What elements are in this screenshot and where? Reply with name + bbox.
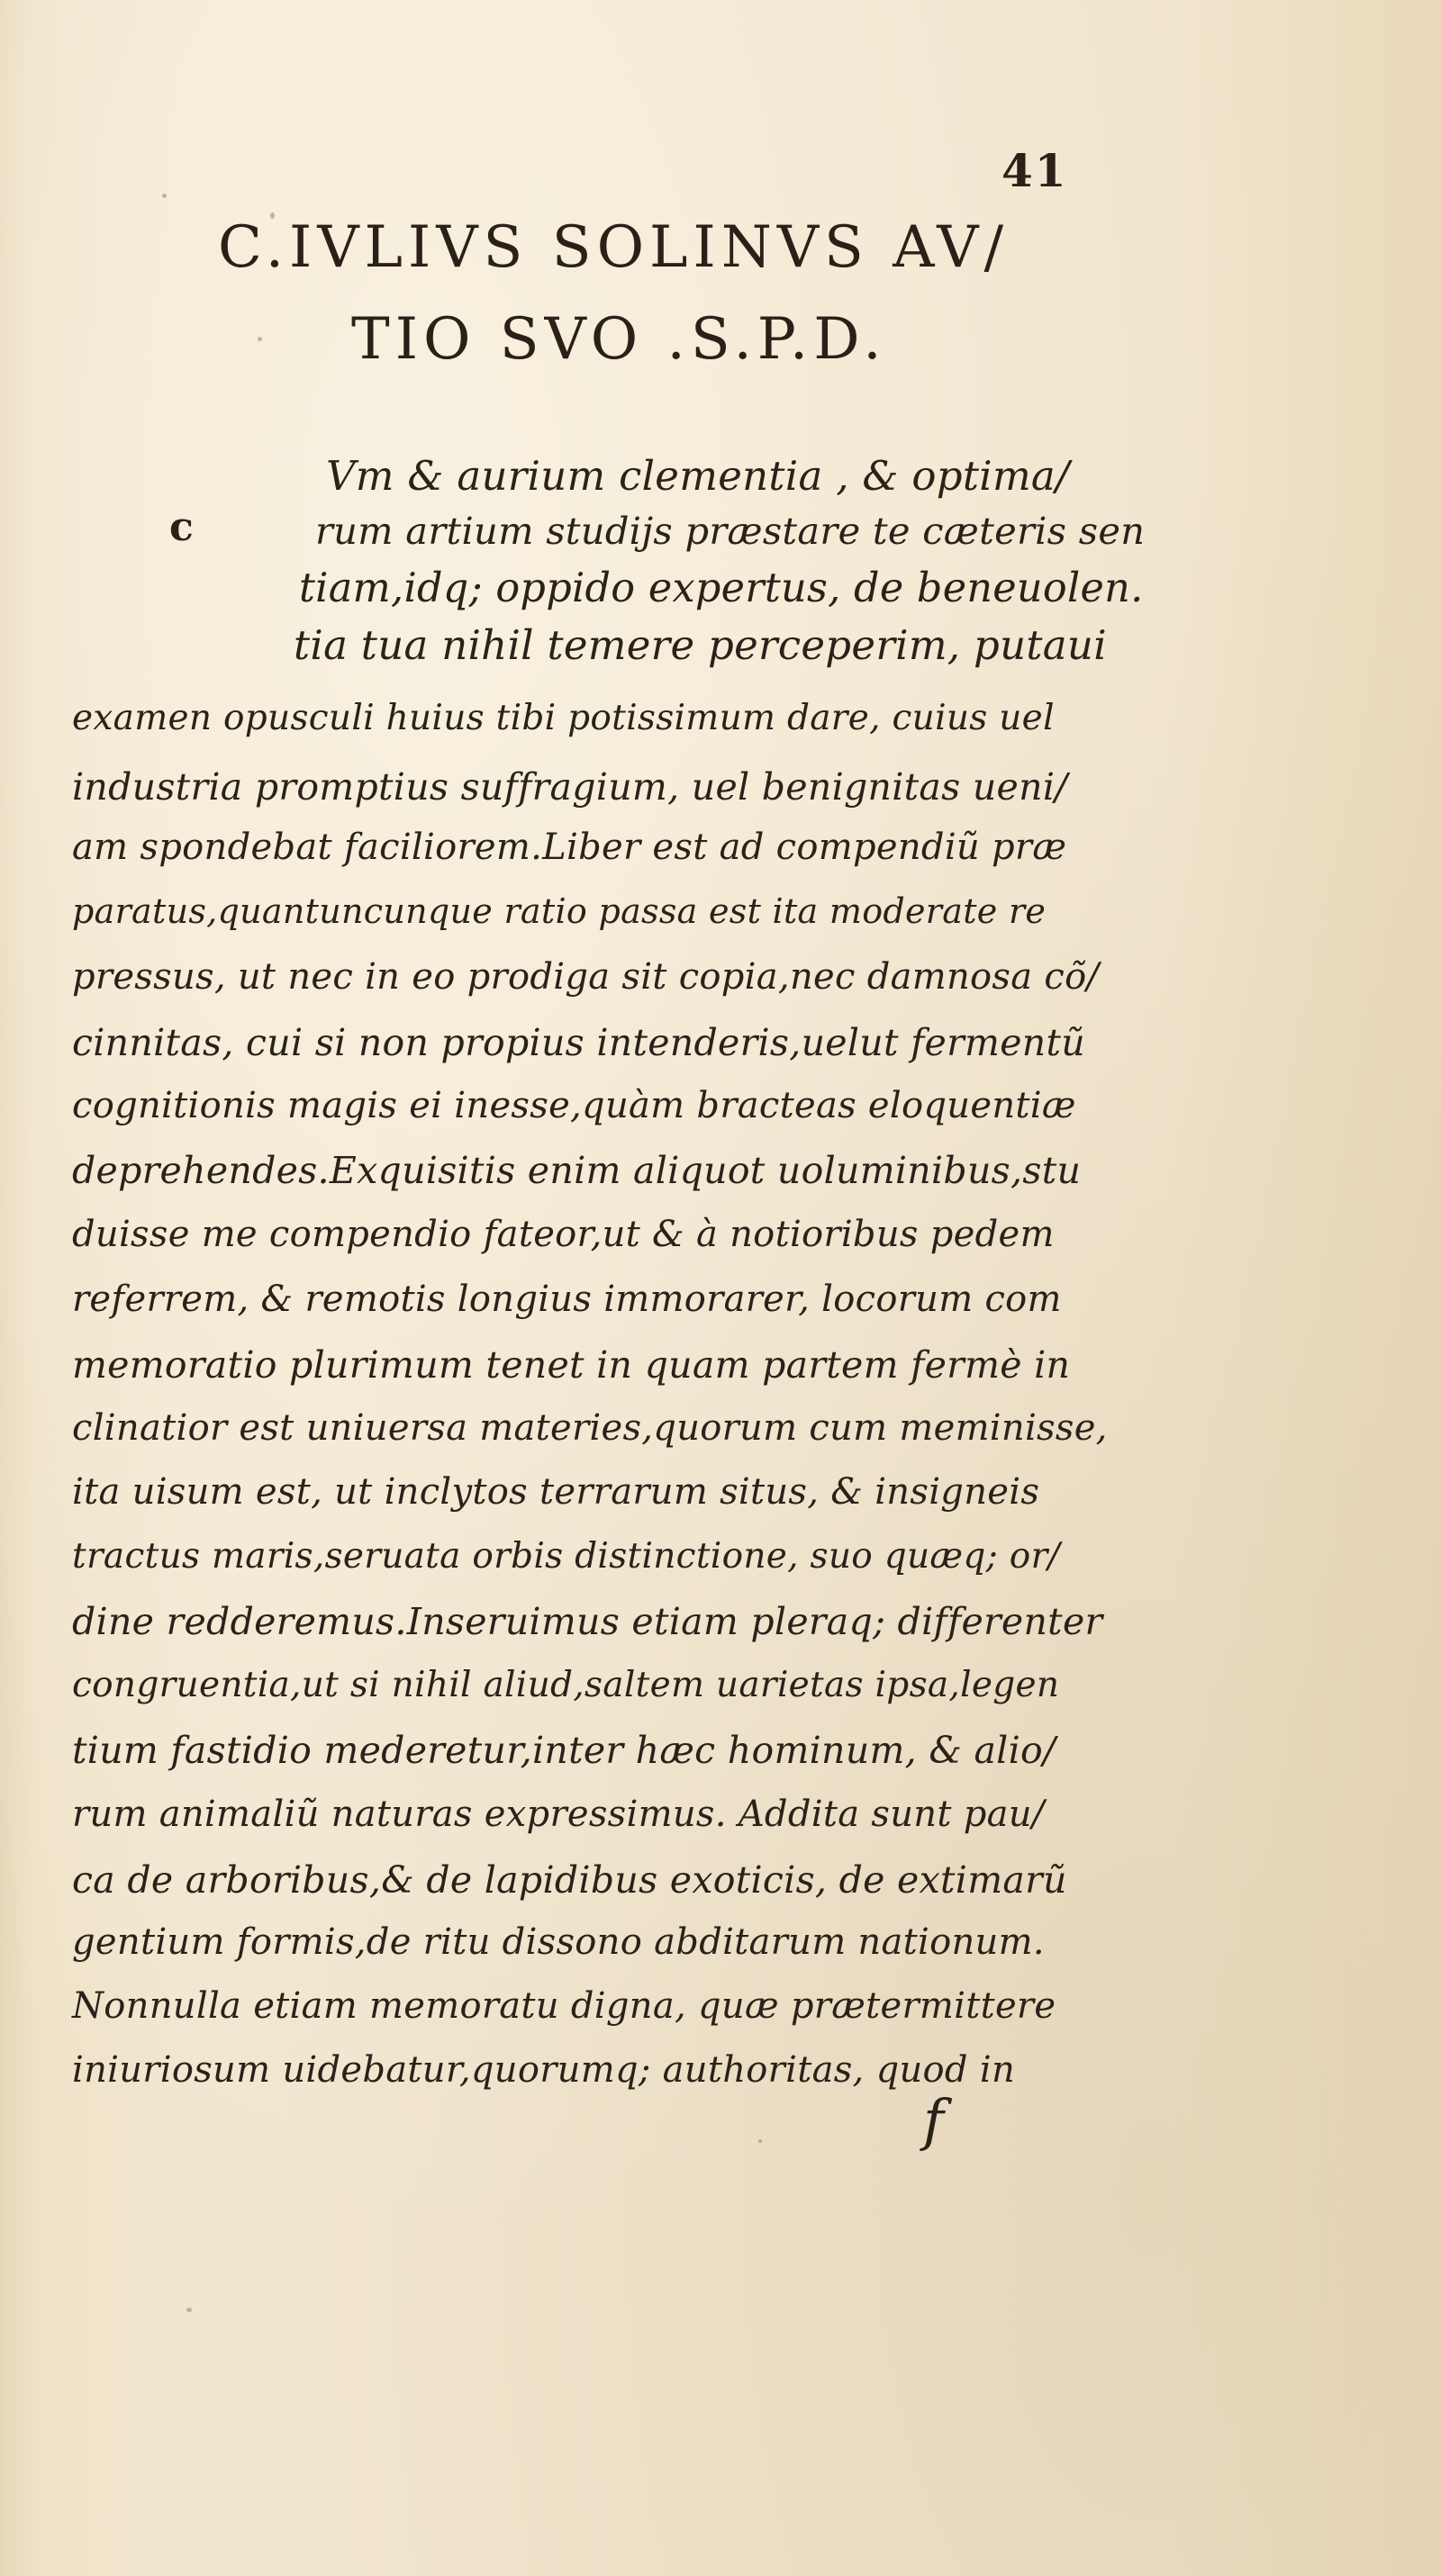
text-line: Nonnulla etiam memoratu digna, quæ prætermittere	[72, 1985, 1056, 2027]
text-line: ca de arboribus,& de lapidibus exoticis, de extimarũ	[72, 1858, 1067, 1902]
text-line: clinatior est uniuersa materies,quorum cum meminisse,	[72, 1407, 1108, 1449]
text-line: tium fastidio mederetur,inter hæc hominum, & alio/	[72, 1729, 1056, 1772]
text-line: paratus,quantuncunque ratio passa est ita moderate re	[72, 891, 1047, 931]
text-line: duisse me compendio fateor,ut & à notioribus pedem	[72, 1214, 1055, 1255]
text-line: examen opusculi huius tibi potissimum dare, cuius uel	[72, 698, 1055, 738]
text-line: am spondebat faciliorem.Liber est ad compendiũ præ	[72, 827, 1067, 868]
text-line: iniuriosum uidebatur,quorumq; authoritas, quod in	[72, 2049, 1016, 2091]
text-line: referrem, & remotis longius immorarer, locorum com	[72, 1279, 1062, 1320]
paper-speck	[162, 194, 167, 198]
text-line: memoratio plurimum tenet in quam partem fermè in	[72, 1343, 1071, 1387]
margin-letter: c	[169, 504, 194, 550]
text-line: dine redderemus.Inseruimus etiam pleraq; differenter	[72, 1600, 1103, 1643]
paper-speck	[258, 337, 262, 341]
paper-speck	[186, 2308, 192, 2312]
heading-line-1: C.IVLIVS SOLINVS AV/	[218, 214, 1010, 281]
text-line: tiam,idq; oppido expertus, de beneuolen.	[299, 565, 1144, 611]
text-line: cognitionis magis ei inesse,quàm bracteas eloquentiæ	[72, 1085, 1076, 1126]
text-line: rum animaliũ naturas expressimus. Addita sunt pau/	[72, 1794, 1045, 1835]
text-line: ita uisum est, ut inclytos terrarum situs, & insigneis	[72, 1471, 1040, 1513]
text-line: deprehendes.Exquisitis enim aliquot uoluminibus,stu	[72, 1149, 1082, 1192]
page-number: 41	[1001, 144, 1068, 197]
text-line: tractus maris,seruata orbis distinctione, suo quæq; or/	[72, 1536, 1060, 1577]
text-line: congruentia,ut si nihil aliud,saltem uarietas ipsa,legen	[72, 1665, 1060, 1705]
text-line: gentium formis,de ritu dissono abditarum nationum.	[72, 1921, 1045, 1963]
text-line: tia tua nihil temere perceperim, putaui	[294, 621, 1107, 669]
heading-line-2: TIO SVO .S.P.D.	[351, 306, 887, 373]
text-line: pressus, ut nec in eo prodiga sit copia,nec damnosa cõ/	[72, 956, 1100, 998]
paper-speck	[758, 2139, 762, 2143]
text-line: Vm & aurium clementia , & optima/	[326, 452, 1070, 500]
text-line: rum artium studijs præstare te cæteris sen	[315, 509, 1146, 553]
signature-mark: f	[923, 2087, 944, 2153]
text-line: industria promptius suffragium, uel benignitas ueni/	[72, 765, 1068, 809]
text-line: cinnitas, cui si non propius intenderis,uelut fermentũ	[72, 1021, 1085, 1064]
